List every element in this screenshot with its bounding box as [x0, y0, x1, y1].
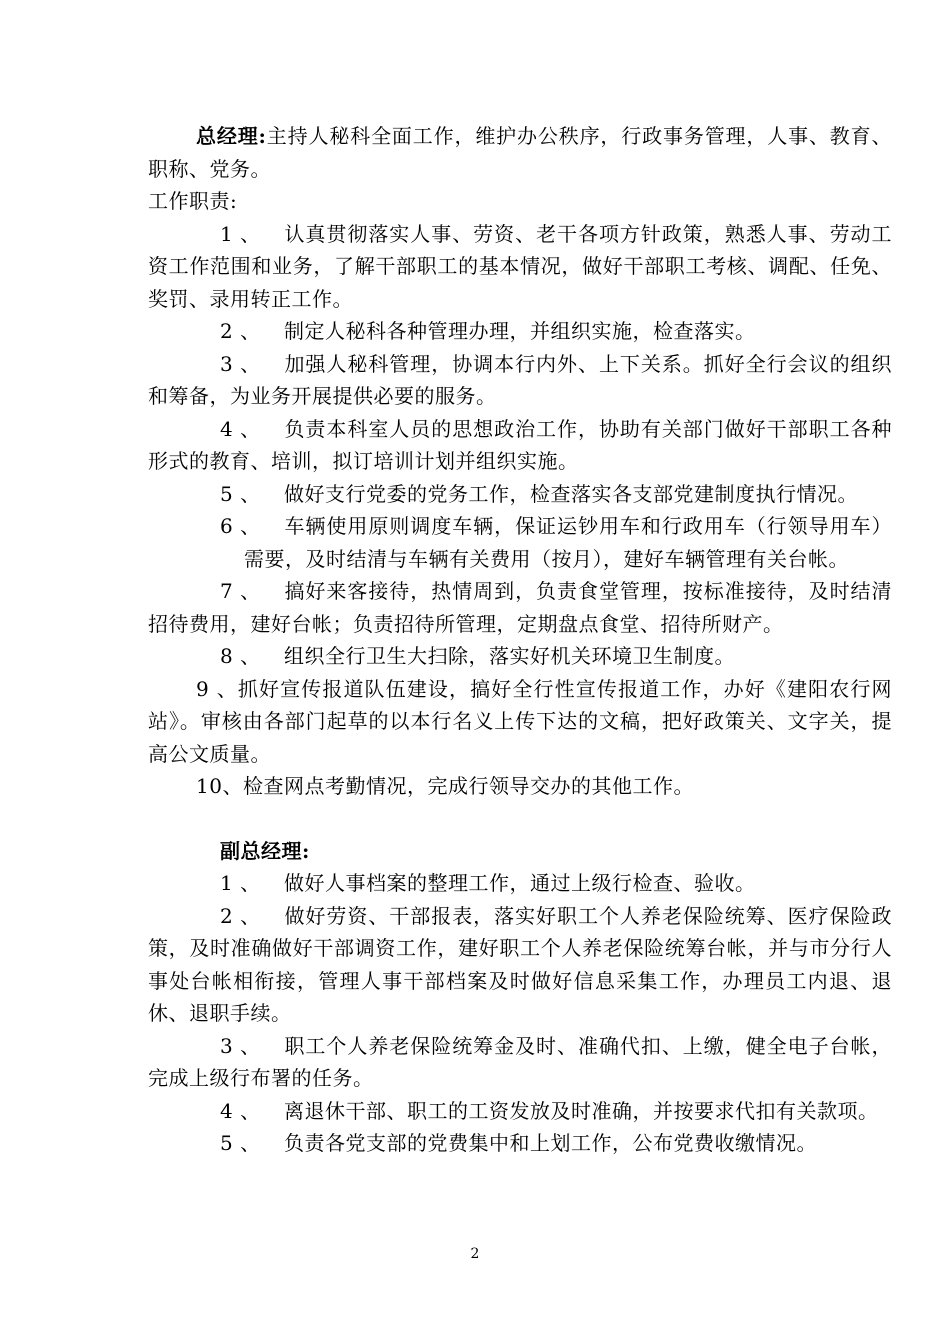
item-text: 搞好来客接待，热情周到，负责食堂管理，按标准接待，及时结清招待费用，建好台帐；负责招待所管理，定期盘点食堂、招待所财产。 — [148, 579, 892, 636]
list-item — [148, 673, 892, 771]
item-number: 5 、 — [220, 481, 261, 506]
item-text: 组织全行卫生大扫除，落实好机关环境卫生制度。 — [284, 644, 735, 668]
list-item — [148, 413, 892, 478]
item-number: 4 、 — [220, 1098, 261, 1123]
page-number: 2 — [470, 1246, 480, 1262]
item-text: 检查网点考勤情况，完成行领导交办的其他工作。 — [242, 774, 694, 798]
item-text: 抓好宣传报道队伍建设，搞好全行性宣传报道工作，办好《建阳农行网站》。审核由各部门起草的以本行名义上传下达的文稿，把好政策关、文字关，提高公文质量。 — [148, 676, 892, 766]
list-item — [148, 900, 892, 1030]
item-number: 3 、 — [220, 1033, 261, 1058]
duties-heading: 工作职责: — [148, 189, 238, 213]
list-item — [148, 575, 892, 640]
list-item — [148, 218, 892, 316]
list-item — [148, 1030, 892, 1095]
item-number: 2 、 — [220, 319, 261, 343]
manager-intro-text: 主持人秘科全面工作，维护办公秩序，行政事务管理，人事、教育、职称、党务。 — [148, 124, 893, 181]
list-item — [148, 867, 892, 900]
list-item — [148, 1095, 892, 1128]
section-spacer — [148, 803, 892, 835]
list-item — [148, 770, 892, 803]
item-number: 4 、 — [220, 416, 261, 441]
item-number: 8 、 — [220, 644, 261, 668]
deputy-label: 副总经理: — [220, 838, 310, 863]
manager-label: 总经理: — [196, 124, 267, 148]
item-text: 负责各党支部的党费集中和上划工作，公布党费收缴情况。 — [284, 1131, 817, 1155]
item-text: 做好人事档案的整理工作，通过上级行检查、验收。 — [284, 871, 756, 895]
list-item — [148, 1127, 892, 1160]
item-number: 1 、 — [220, 221, 261, 246]
item-number: 10、 — [196, 774, 243, 798]
item-text: 做好劳资、干部报表，落实好职工个人养老保险统筹、医疗保险政策，及时准确做好干部调资工作，建好职工个人养老保险统筹台帐，并与市分行人事处台帐相衔接，管理人事干部档案及时做好信息采集工作，办理员工内退、退休、退职手续。 — [148, 903, 892, 1025]
list-item — [148, 640, 892, 673]
manager-intro — [148, 120, 892, 185]
list-item — [148, 348, 892, 413]
item-number: 1 、 — [220, 871, 261, 895]
document-body — [148, 120, 892, 1160]
item-text: 离退休干部、职工的工资发放及时准确，并按要求代扣有关款项。 — [284, 1098, 879, 1123]
item-number: 9 、 — [196, 676, 238, 701]
item-number: 2 、 — [220, 903, 261, 928]
item-text: 做好支行党委的党务工作，检查落实各支部党建制度执行情况。 — [284, 481, 858, 506]
item-number: 3 、 — [220, 351, 261, 376]
item-text: 加强人秘科管理，协调本行内外、上下关系。抓好全行会议的组织和筹备，为业务开展提供必要的服务。 — [148, 351, 892, 408]
item-text: 负责本科室人员的思想政治工作，协助有关部门做好干部职工各种形式的教育、培训，拟订培训计划并组织实施。 — [148, 416, 892, 473]
list-item — [148, 315, 892, 348]
item-number: 5 、 — [220, 1131, 261, 1155]
item-number: 7 、 — [220, 579, 261, 603]
item-text: 车辆使用原则调度车辆，保证运钞用车和行政用车（行领导用车）需要，及时结清与车辆有关费用（按月），建好车辆管理有关台帐。 — [244, 514, 892, 571]
item-text: 职工个人养老保险统筹金及时、准确代扣、上缴，健全电子台帐，完成上级行布署的任务。 — [148, 1033, 892, 1090]
item-text: 制定人秘科各种管理办理，并组织实施，检查落实。 — [284, 319, 756, 343]
list-item — [148, 478, 892, 511]
item-text: 认真贯彻落实人事、劳资、老干各项方针政策，熟悉人事、劳动工资工作范围和业务，了解干部职工的基本情况，做好干部职工考核、调配、任免、奖罚、录用转正工作。 — [148, 221, 892, 311]
item-number: 6 、 — [220, 514, 261, 538]
list-item — [148, 510, 892, 575]
